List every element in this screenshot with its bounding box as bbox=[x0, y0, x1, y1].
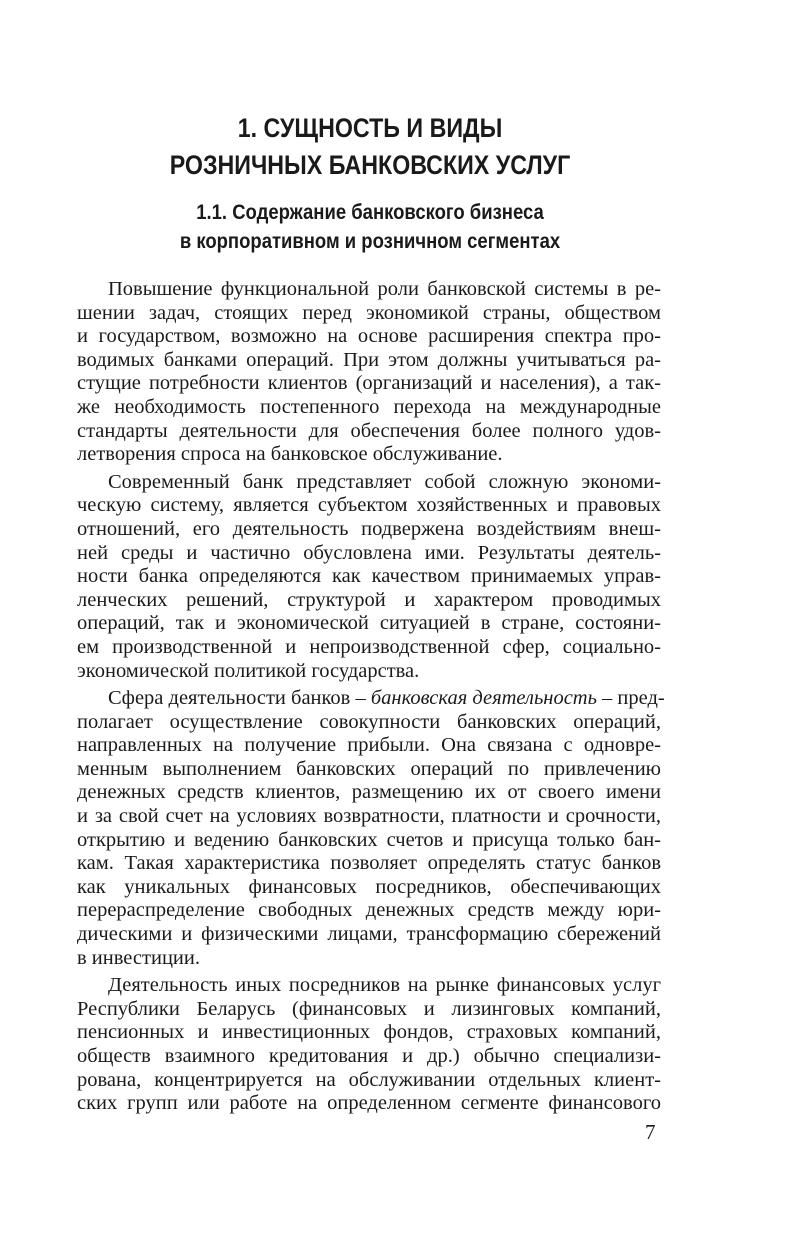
paragraph-4 bbox=[77, 974, 661, 1116]
paragraph-3 bbox=[77, 687, 665, 970]
text-line: менным выполнением банковских операций по привлечению bbox=[77, 757, 661, 780]
text-line: дическими и физическими лицами, трансформацию сбережений bbox=[77, 923, 661, 946]
text-line: ленческих решений, структурой и характером проводимых bbox=[77, 588, 661, 611]
text-run: – пред- bbox=[596, 687, 665, 710]
text-line: Повышение функциональной роли банковской системы в ре- bbox=[108, 278, 661, 300]
text-line: как уникальных финансовых посредников, обеспечивающих bbox=[77, 875, 661, 898]
text-line: полагает осуществление совокупности банковских операций, bbox=[77, 710, 661, 733]
italic-term: банковская деятельность bbox=[370, 687, 597, 710]
paragraph-1 bbox=[77, 278, 661, 467]
text-line: ческую систему, является субъектом хозяйственных и правовых bbox=[77, 494, 661, 517]
text-line: пенсионных и инвестиционных фондов, страховых компаний, bbox=[77, 1021, 661, 1044]
paragraph-2 bbox=[77, 471, 661, 683]
text-line: Современный банк представляет собой сложную экономи- bbox=[108, 470, 661, 493]
text-line: экономической политикой государства. bbox=[77, 659, 420, 682]
text-line: открытию и ведению банковских счетов и присуща только бан- bbox=[77, 828, 661, 851]
page-number: 7 bbox=[645, 1120, 656, 1144]
chapter-title-line: 1. СУЩНОСТЬ И ВИДЫ bbox=[237, 113, 503, 143]
text-line: летворения спроса на банковское обслуживание. bbox=[77, 443, 503, 466]
text-line: обществ взаимного кредитования и др.) обычно специализи- bbox=[77, 1045, 661, 1067]
section-title-line: 1.1. Содержание банковского бизнеса bbox=[196, 200, 544, 224]
body-text bbox=[77, 278, 665, 1116]
text-run: Сфера деятельности банков – bbox=[108, 687, 371, 710]
text-line: и государством, возможно на основе расширения спектра про- bbox=[77, 325, 661, 348]
text-line: ем производственной и непроизводственной сфер, социально- bbox=[77, 635, 661, 658]
text-line: рована, концентрируется на обслуживании отдельных клиент- bbox=[77, 1068, 661, 1091]
section-title-line: в корпоративном и розничном сегментах bbox=[179, 229, 561, 253]
text-line: операций, так и экономической ситуацией в стране, состояни- bbox=[77, 612, 661, 635]
text-line: же необходимость постепенного перехода на международные bbox=[77, 395, 661, 418]
text-line: денежных средств клиентов, размещению их от своего имени bbox=[77, 781, 661, 804]
text-line: кам. Такая характеристика позволяет определять статус банков bbox=[77, 852, 661, 875]
chapter-title bbox=[52, 110, 688, 184]
text-line: стандарты деятельности для обеспечения более полного удов- bbox=[77, 419, 661, 442]
chapter-title-line: РОЗНИЧНЫХ БАНКОВСКИХ УСЛУГ bbox=[169, 150, 571, 180]
text-line: в инвестиции. bbox=[77, 946, 200, 969]
text-line: ней среды и частично обусловлена ими. Результаты деятель- bbox=[77, 541, 661, 564]
text-line: отношений, его деятельность подвержена воздействиям внеш- bbox=[77, 517, 661, 540]
text-line bbox=[77, 687, 665, 711]
section-title bbox=[52, 198, 688, 256]
text-line: Деятельность иных посредников на рынке финансовых услуг bbox=[108, 974, 661, 997]
text-line: Республики Беларусь (финансовых и лизинговых компаний, bbox=[77, 997, 661, 1020]
text-line: шении задач, стоящих перед экономикой страны, обществом bbox=[77, 301, 661, 324]
text-line: стущие потребности клиентов (организаций и населения), а так- bbox=[77, 372, 661, 395]
text-line: ских групп или работе на определенном сегменте финансового bbox=[77, 1092, 661, 1115]
text-line: перераспределение свободных денежных средств между юри- bbox=[77, 899, 661, 922]
text-line: и за свой счет на условиях возвратности, платности и срочности, bbox=[77, 805, 661, 828]
text-line: водимых банками операций. При этом должны учитываться ра- bbox=[77, 348, 661, 371]
text-line: направленных на получение прибыли. Она связана с одновре- bbox=[77, 734, 661, 757]
text-line: ности банка определяются как качеством принимаемых управ- bbox=[77, 565, 661, 588]
